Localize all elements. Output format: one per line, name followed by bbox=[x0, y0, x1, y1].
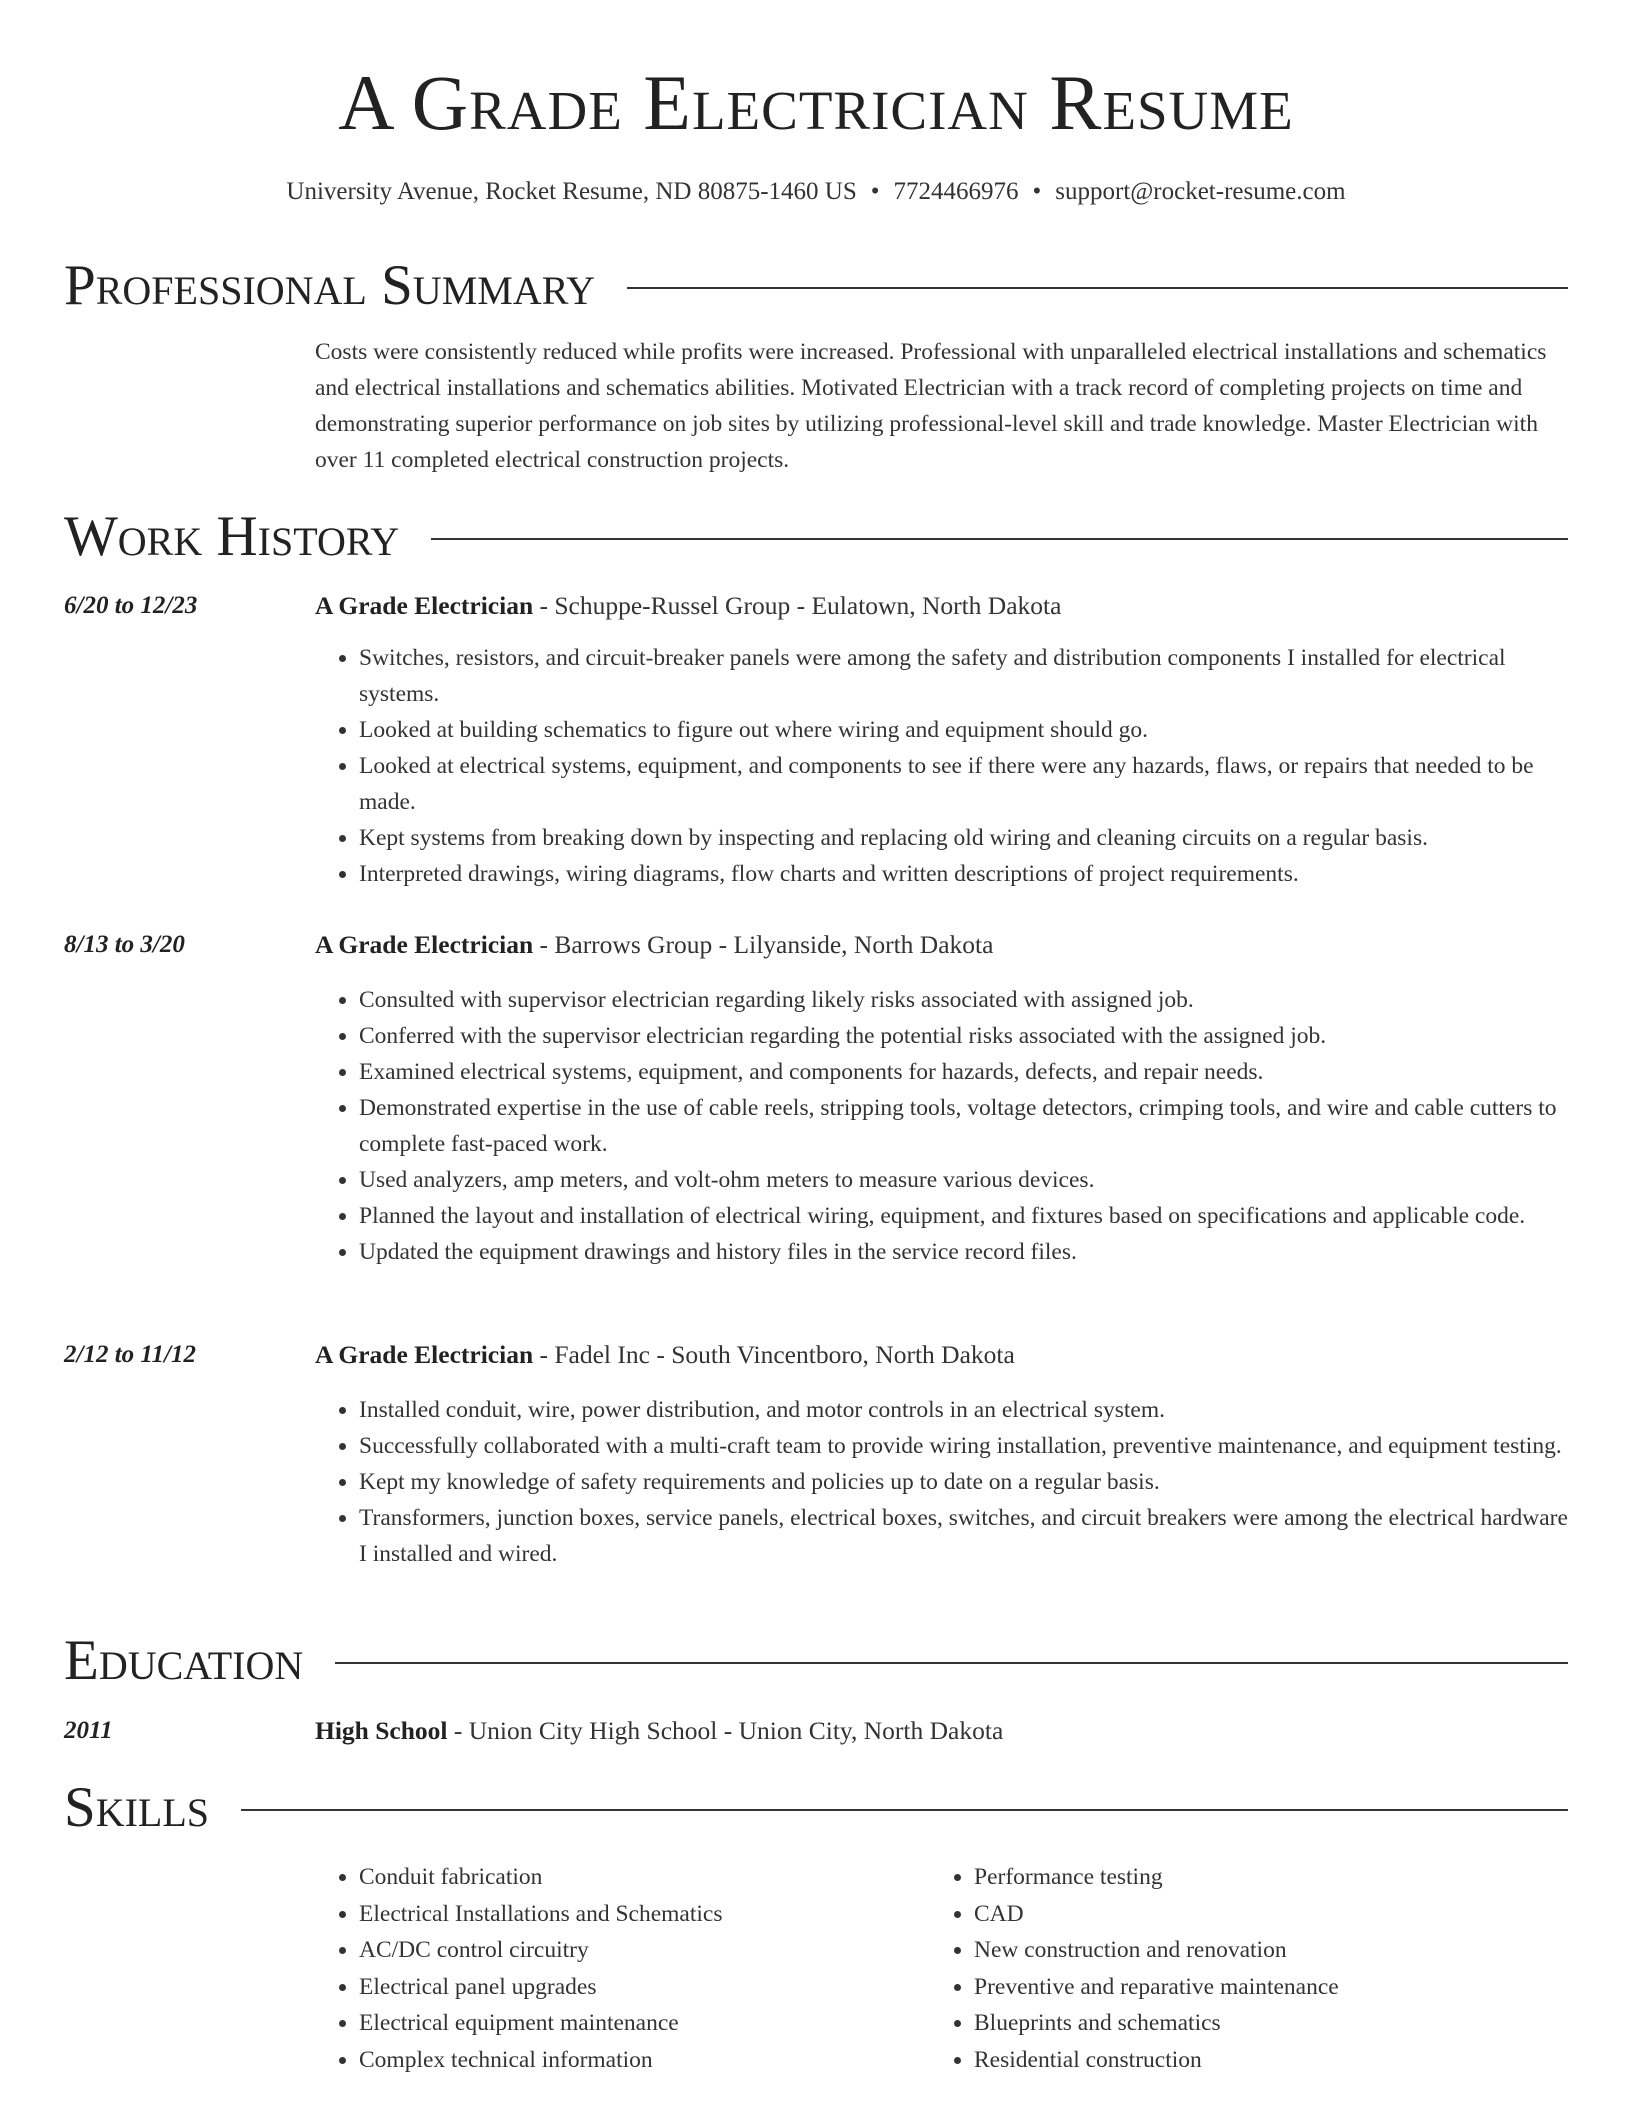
list-item: • Conferred with the supervisor electrician regarding the potential risks associated with the assigned job. bbox=[359, 1018, 1568, 1054]
education-degree: High School bbox=[315, 1716, 448, 1745]
contact-address: University Avenue, Rocket Resume, ND 80875-1460 US bbox=[286, 178, 857, 205]
contact-email: support@rocket-resume.com bbox=[1055, 178, 1346, 205]
resume-name: A Grade Electrician Resume bbox=[338, 59, 1294, 146]
job-dates: 2/12 to 11/12 bbox=[64, 1341, 196, 1368]
list-item: • Updated the equipment drawings and history files in the service record files. bbox=[359, 1234, 1568, 1270]
list-item: • Used analyzers, amp meters, and volt-ohm meters to measure various devices. bbox=[359, 1162, 1568, 1198]
list-item: • Installed conduit, wire, power distribution, and motor controls in an electrical system. bbox=[359, 1392, 1568, 1428]
list-item: • Switches, resistors, and circuit-breaker panels were among the safety and distribution components I installed for electrical systems. bbox=[359, 640, 1568, 712]
skills-section-header bbox=[64, 1776, 1568, 1840]
summary-heading: Professional Summary bbox=[64, 254, 596, 317]
contact-separator: • bbox=[870, 178, 880, 205]
contact-phone: 7724466976 bbox=[893, 178, 1019, 205]
skill-item: • Electrical Installations and Schematics bbox=[359, 1896, 919, 1933]
section-divider bbox=[431, 538, 1568, 540]
job-dates: 6/20 to 12/23 bbox=[64, 592, 198, 619]
skill-item: • Performance testing bbox=[974, 1859, 1574, 1896]
skill-item: • New construction and renovation bbox=[974, 1932, 1574, 1969]
education-section-header bbox=[64, 1629, 1568, 1693]
job-heading bbox=[315, 1337, 1568, 1373]
job-bullets bbox=[315, 982, 1568, 1270]
skill-item: • Electrical equipment maintenance bbox=[359, 2005, 919, 2042]
list-item: • Looked at building schematics to figure out where wiring and equipment should go. bbox=[359, 712, 1568, 748]
job-dates: 8/13 to 3/20 bbox=[64, 931, 185, 958]
section-divider bbox=[627, 287, 1568, 289]
list-item: • Transformers, junction boxes, service panels, electrical boxes, switches, and circuit breakers were among the electrical hardware I installed and wired. bbox=[359, 1500, 1568, 1572]
work-heading: Work History bbox=[64, 505, 400, 568]
summary-text: Costs were consistently reduced while profits were increased. Professional with unparalleled electrical installations and schematics and electrical installations and schematics abilities. Motivated Electrician with a track record of completing projects on time and demonstrating superior performance on job sites by utilizing professional-level skill and trade knowledge. Master Electrician with over 11 completed electrical construction projects. bbox=[315, 339, 1547, 473]
section-divider bbox=[335, 1662, 1568, 1664]
list-item: • Interpreted drawings, wiring diagrams, flow charts and written descriptions of project requirements. bbox=[359, 856, 1568, 892]
job-details: - Barrows Group - Lilyanside, North Dakota bbox=[533, 930, 994, 959]
job-bullets bbox=[315, 1392, 1568, 1572]
contact-separator: • bbox=[1032, 178, 1042, 205]
skills-heading: Skills bbox=[64, 1776, 210, 1839]
skill-item: • Blueprints and schematics bbox=[974, 2005, 1574, 2042]
education-heading: Education bbox=[64, 1629, 304, 1692]
job-heading bbox=[315, 927, 1568, 963]
job-heading bbox=[315, 588, 1568, 624]
education-year: 2011 bbox=[64, 1717, 113, 1744]
skills-list-left bbox=[315, 1859, 919, 2078]
job-title: A Grade Electrician bbox=[315, 1340, 534, 1369]
list-item: • Consulted with supervisor electrician regarding likely risks associated with assigned job. bbox=[359, 982, 1568, 1018]
skill-item: • Electrical panel upgrades bbox=[359, 1969, 919, 2006]
skill-item: • CAD bbox=[974, 1896, 1574, 1933]
job-details: - Fadel Inc - South Vincentboro, North Dakota bbox=[533, 1340, 1015, 1369]
job-bullets bbox=[315, 640, 1568, 892]
list-item: • Examined electrical systems, equipment, and components for hazards, defects, and repair needs. bbox=[359, 1054, 1568, 1090]
education-details: - Union City High School - Union City, North Dakota bbox=[447, 1716, 1004, 1745]
list-item: • Kept my knowledge of safety requirements and policies up to date on a regular basis. bbox=[359, 1464, 1568, 1500]
list-item: • Demonstrated expertise in the use of cable reels, stripping tools, voltage detectors, crimping tools, and wire and cable cutters to complete fast-paced work. bbox=[359, 1090, 1568, 1162]
education-entry bbox=[315, 1713, 1568, 1749]
work-section-header bbox=[64, 505, 1568, 569]
skill-item: • AC/DC control circuitry bbox=[359, 1932, 919, 1969]
contact-line bbox=[0, 175, 1632, 209]
skill-item: • Complex technical information bbox=[359, 2042, 919, 2079]
skill-item: • Preventive and reparative maintenance bbox=[974, 1969, 1574, 2006]
skill-item: • Conduit fabrication bbox=[359, 1859, 919, 1896]
job-title: A Grade Electrician bbox=[315, 591, 534, 620]
skills-list-right bbox=[930, 1859, 1574, 2078]
list-item: • Planned the layout and installation of electrical wiring, equipment, and fixtures based on specifications and applicable code. bbox=[359, 1198, 1568, 1234]
job-details: - Schuppe-Russel Group - Eulatown, North Dakota bbox=[533, 591, 1062, 620]
list-item: • Looked at electrical systems, equipment, and components to see if there were any hazards, flaws, or repairs that needed to be made. bbox=[359, 748, 1568, 820]
list-item: • Successfully collaborated with a multi-craft team to provide wiring installation, preventive maintenance, and equipment testing. bbox=[359, 1428, 1568, 1464]
summary-section-header bbox=[64, 254, 1568, 318]
section-divider bbox=[241, 1809, 1568, 1811]
list-item: • Kept systems from breaking down by inspecting and replacing old wiring and cleaning circuits on a regular basis. bbox=[359, 820, 1568, 856]
skill-item: • Residential construction bbox=[974, 2042, 1574, 2079]
job-title: A Grade Electrician bbox=[315, 930, 534, 959]
